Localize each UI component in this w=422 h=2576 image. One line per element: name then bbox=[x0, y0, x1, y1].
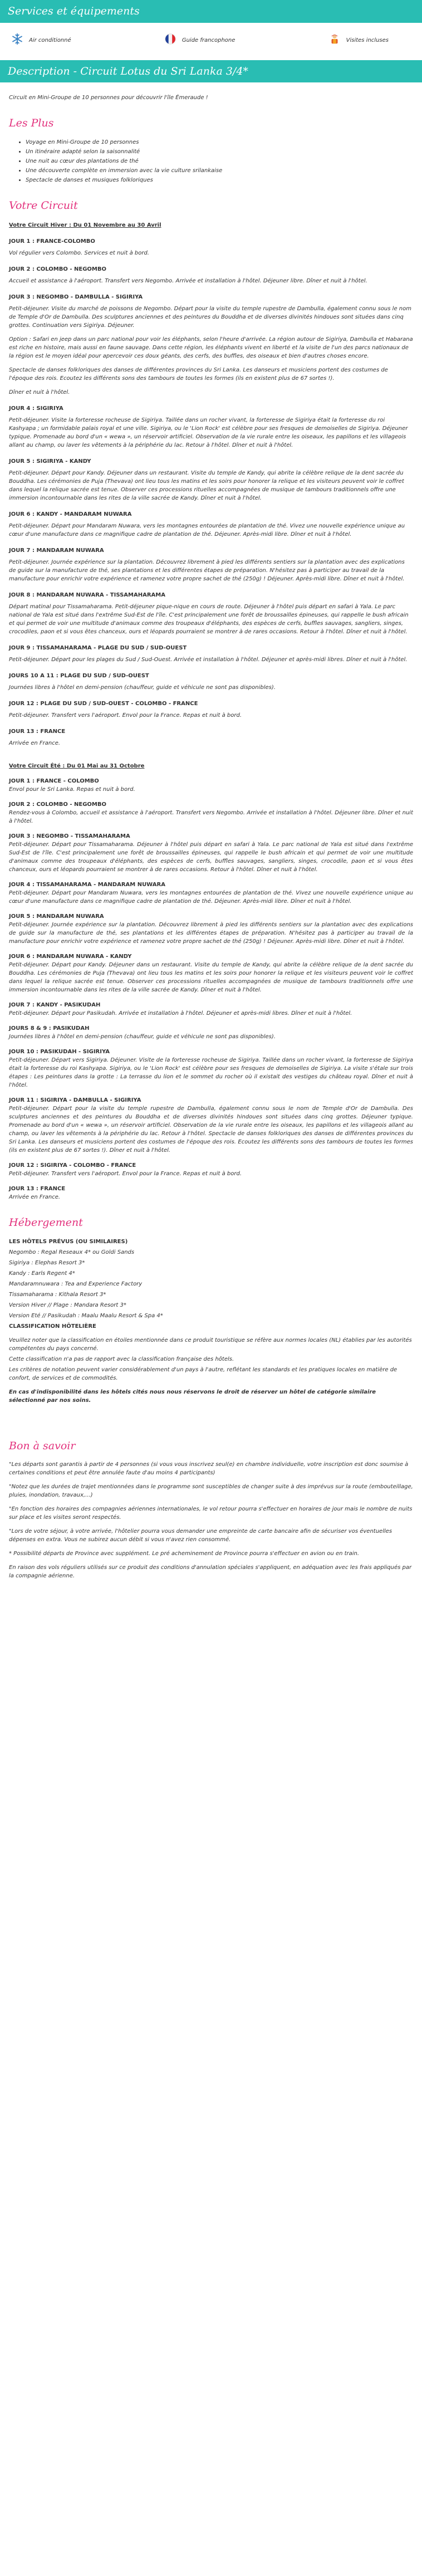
plus-item: • Une découverte complète en immersion avec la vie culture srilankaise bbox=[26, 167, 413, 175]
day-text: Envol pour le Sri Lanka. Repas et nuit à bord. bbox=[9, 786, 135, 793]
day-text: Journées libres à l'hôtel en demi-pension (chauffeur, guide et véhicule ne sont pas disponibles). bbox=[9, 685, 276, 691]
summer-itinerary bbox=[9, 777, 413, 1201]
day-text: Départ matinal pour Tissamaharama. Petit-déjeuner pique-nique en cours de route. Déjeuner à l'hôtel puis départ en safari à Yala. Le parc national de Yala est situé dans l'extrême Sud-Est de l'île. C'est principalement une forêt de broussailles épineuses, qui rappelle le bush africain et qui permet de voir une multitude d'animaux comme des troupeaux d'éléphants, des espèces de cerfs, buffles sauvages, sangliers, singes, crocodiles, paon et si vous êtes chanceux, ours et léopards pourraient se montrer à de rares occasions. Retour à l'hôtel. Dîner et nuit à l'hôtel. bbox=[9, 604, 409, 635]
service-label: Air conditionné bbox=[29, 37, 71, 43]
hotel-list bbox=[9, 1248, 413, 1320]
bon-savoir-item: * Possibilité départs de Province avec supplément. Le pré acheminement de Province pourra s'effectuer en avion ou en train. bbox=[9, 1551, 360, 1557]
day-text: Petit-déjeuner. Départ pour Tissamaharama. Déjeuner à l'hôtel puis départ en safari à Yala. Le parc national de Yala est situé dans l'extrême Sud-Est de l'île. C'est principalement une forêt de broussailles épineuses, qui rappelle le bush africain et qui permet de voir une multitude d'animaux comme des troupeaux d'éléphants, des espèces de cerfs, buffles sauvages, sangliers, singes, crocodile, paon et si vous êtes chanceux, ours et léopards pourraient se montrer à de rares occasions. Retour à l'hôtel. Dîner et nuit à l'hôtel. bbox=[9, 842, 413, 873]
circuit-title: Votre Circuit bbox=[9, 199, 78, 212]
day-title: JOUR 3 : NEGOMBO - DAMBULLA - SIGIRIYA bbox=[9, 294, 143, 300]
services-title: Services et équipements bbox=[0, 0, 422, 23]
day-text: Arrivée en France. bbox=[9, 1194, 61, 1200]
classification-line: Veuillez noter que la classification en étoiles mentionnée dans ce produit touristique se réfère aux normes locales (NL) établies par les autorités compétentes du pays concerné. bbox=[9, 1337, 412, 1352]
french-flag-icon bbox=[164, 33, 176, 48]
snowflake-icon bbox=[11, 33, 23, 48]
day-text: Accueil et assistance à l'aéroport. Transfert vers Negombo. Arrivée et installation à l'hôtel. Déjeuner libre. Dîner et nuit à l'hôtel. bbox=[9, 278, 367, 284]
day-title: JOUR 7 : MANDARAM NUWARA bbox=[9, 548, 104, 554]
plus-item: • Spectacle de danses et musiques folkloriques bbox=[26, 176, 413, 184]
service-label: Visites incluses bbox=[346, 37, 389, 43]
day-text: Dîner et nuit à l'hôtel. bbox=[9, 389, 70, 395]
bon-savoir-item: "Lors de votre séjour, à votre arrivée, l'hôtelier pourra vous demander une empreinte de carte bancaire afin de sécuriser vos éventuelles dépenses en extra. Vous ne subirez aucun débit si vous n'avez rien consommé. bbox=[9, 1528, 392, 1543]
plus-item: • Un itinéraire adapté selon la saisonnalité bbox=[26, 148, 413, 156]
hotels-title: LES HÔTELS PRÉVUS (OU SIMILAIRES) bbox=[9, 1238, 128, 1245]
hotel-availability-note: En cas d'indisponibilité dans les hôtels cités nous nous réservons le droit de réserver un hôtel de catégorie similaire sélectionné par nos soins. bbox=[9, 1389, 376, 1404]
day-text: Petit-déjeuner. Journée expérience sur la plantation. Découvrez librement à pied les différents sentiers sur la plantation avec des explications de guide sur la manufacture de thé, ses plantations et les différentes étapes de préparation. N'hésitez pas à participer au travail de la manufacture pour enrichir votre expérience et ramenez votre propre sachet de thé (250g) ! Déjeuner. Après-midi libre. Dîner et nuit à l'hôtel. bbox=[9, 922, 413, 945]
day-text: Petit-déjeuner. Transfert vers l'aéroport. Envol pour la France. Repas et nuit à bord. bbox=[9, 1171, 242, 1177]
day-text: Petit-déjeuner. Départ pour Kandy. Déjeuner dans un restaurant. Visite du temple de Kandy, qui abrite la célèbre relique de la dent sacrée du Bouddha. Les cérémonies de Puja (Thevava) ont lieu tous les matins et les soirs pour honorer la relique et les visiteurs peuvent voir le coffret dans lequel la relique sacrée est tenue. Observer ces processions rituelles accompagnées de musique de tambours traditionnels offre une immersion incontournable dans les rites de la ville sacrée de Kandy. Dîner et nuit à l'hôtel. bbox=[9, 962, 413, 993]
plus-item: • Une nuit au cœur des plantations de thé bbox=[26, 157, 413, 165]
day-title: JOUR 3 : NEGOMBO - TISSAMAHARAMA bbox=[9, 833, 130, 839]
hebergement-title: Hébergement bbox=[9, 1216, 83, 1229]
day-title: JOUR 10 : PASIKUDAH - SIGIRIYA bbox=[9, 1049, 110, 1055]
services-list bbox=[0, 23, 422, 60]
day-title: JOUR 1 : FRANCE - COLOMBO bbox=[9, 778, 99, 784]
summer-circuit-label: Votre Circuit Été : Du 01 Mai au 31 Octobre bbox=[9, 763, 145, 769]
day-title: JOUR 12 : SIGIRIYA - COLOMBO - FRANCE bbox=[9, 1162, 136, 1169]
day-title: JOUR 5 : MANDARAM NUWARA bbox=[9, 913, 104, 920]
day-text: Vol régulier vers Colombo. Services et nuit à bord. bbox=[9, 250, 149, 256]
day-title: JOUR 13 : FRANCE bbox=[9, 1186, 66, 1192]
hotel-item: Version Hiver // Plage : Mandara Resort 3* bbox=[9, 1302, 126, 1308]
day-title: JOUR 6 : KANDY - MANDARAM NUWARA bbox=[9, 511, 132, 517]
day-text: Petit-déjeuner. Départ pour Mandaram Nuwara, vers les montagnes entourées de plantation de thé. Vivez une nouvelle expérience unique au cœur d'une manufacture dans ce magnifique cadre de plantation de thé. Déjeuner. Après-midi libre. Dîner et nuit à l'hôtel. bbox=[9, 523, 405, 537]
day-title: JOUR 4 : SIGIRIYA bbox=[9, 405, 63, 412]
hotel-item: Kandy : Earls Regent 4* bbox=[9, 1270, 75, 1277]
day-title: JOUR 4 : TISSAMAHARAMA - MANDARAM NUWARA bbox=[9, 882, 165, 888]
day-text: Rendez-vous à Colombo, accueil et assistance à l'aéroport. Transfert vers Negombo. Arrivée et installation à l'hôtel. Déjeuner libre. Dîner et nuit à l'hôtel. bbox=[9, 810, 413, 824]
day-text: Petit-déjeuner. Départ pour la visite du temple rupestre de Dambulla, également connu sous le nom de Temple d'Or de Dambulla. Des sculptures anciennes et des peintures du Bouddha et de diverses divinités hindoues sont situées dans cinq grottes. Déjeuner typique. Promenade au bord d'un « wewa », un réservoir artificiel. Observation de la vie rurale entre les oiseaux, les papillons et les villageois allant au champ, ou laver les vêtements à la périphérie du lac. Retour à l'hôtel. Spectacle de danses folkloriques des danses de différentes provinces du Sri Lanka. Les danseurs et musiciens portent des costumes de l'époque des rois. Ecoutez les différents sons des tambours de toutes les formes (ils en existent plus de 67 sortes !). Dîner et nuit à l'hôtel. bbox=[9, 1106, 413, 1153]
description-intro: Circuit en Mini-Groupe de 10 personnes pour découvrir l'île Émeraude ! bbox=[9, 95, 208, 101]
day-text: Petit-déjeuner. Départ pour Pasikudah. Arrivée et installation à l'hôtel. Déjeuner et après-midi libres. Dîner et nuit à l'hôtel. bbox=[9, 1010, 352, 1016]
day-text: Petit-déjeuner. Journée expérience sur la plantation. Découvrez librement à pied les différents sentiers sur la plantation avec des explications de guide sur la manufacture de thé, ses plantations et les différentes étapes de préparation. N'hésitez pas à participer au travail de la manufacture pour enrichir votre expérience et ramenez votre propre sachet de thé (250g) ! Déjeuner. Après-midi libre. Dîner et nuit à l'hôtel. bbox=[9, 559, 405, 582]
hotel-item: Sigiriya : Elephas Resort 3* bbox=[9, 1259, 85, 1266]
day-title: JOURS 10 A 11 : PLAGE DU SUD / SUD-OUEST bbox=[9, 673, 149, 679]
day-title: JOUR 11 : SIGIRIYA - DAMBULLA - SIGIRIYA bbox=[9, 1097, 141, 1103]
day-title: JOUR 9 : TISSAMAHARAMA - PLAGE DU SUD / SUD-OUEST bbox=[9, 645, 187, 651]
day-text: Petit-déjeuner. Visite la forteresse rocheuse de Sigiriya. Taillée dans un rocher vivant, la forteresse de Sigiriya était la forteresse du roi Kashyapa ; un formidable palais royal et une ville. Sigiriya, ou le 'Lion Rock' est célèbre pour ses fresques de demoiselles de Sigiriya. Déjeuner typique. Promenade au bord d'un « wewa », un réservoir artificiel. Observation de la vie rurale entre les oiseaux, les papillons et les villageois allant au champ, ou laver les vêtements à la périphérie du lac. Retour à l'hôtel. Dîner et nuit à l'hôtel. bbox=[9, 417, 408, 448]
bon-savoir-item: "En fonction des horaires des compagnies aériennes internationales, le vol retour pourra s'effectuer en horaires de jour mais le nombre de nuits sur place et les visites seront respectés. bbox=[9, 1506, 413, 1521]
winter-circuit-label: Votre Circuit Hiver : Du 01 Novembre au 30 Avril bbox=[9, 222, 161, 228]
day-title: JOURS 8 & 9 : PASIKUDAH bbox=[9, 1025, 90, 1032]
description-title: Description - Circuit Lotus du Sri Lanka 3/4* bbox=[0, 60, 422, 83]
day-title: JOUR 8 : MANDARAM NUWARA - TISSAMAHARAMA bbox=[9, 592, 165, 598]
plus-item: • Voyage en Mini-Groupe de 10 personnes bbox=[26, 138, 413, 146]
service-item-visits bbox=[328, 33, 389, 48]
day-text: Journées libres à l'hôtel en demi-pension (chauffeur, guide et véhicule ne sont pas disponibles). bbox=[9, 1034, 276, 1040]
day-title: JOUR 7 : KANDY - PASIKUDAH bbox=[9, 1002, 101, 1008]
day-text: Petit-déjeuner. Départ vers Sigiriya. Déjeuner. Visite de la forteresse rocheuse de Sigiriya. Taillée dans un rocher vivant, la forteresse de Sigiriya était la forteresse du roi Kashyapa. Sigiriya, ou le 'Lion Rock' est célèbre pour ses fresques de demoiselles de Sigiriya. La visite s'étale sur trois étapes : Les peintures dans la grotte : La terrasse du lion et le sommet du rocher où il existait des vestiges du château royal. Dîner et nuit à l'hôtel. bbox=[9, 1057, 413, 1088]
service-label: Guide francophone bbox=[181, 37, 235, 43]
day-text: Petit-déjeuner. Départ pour les plages du Sud / Sud-Ouest. Arrivée et installation à l'hôtel. Déjeuner et après-midi libres. Dîner et nuit à l'hôtel. bbox=[9, 657, 408, 663]
day-title: JOUR 13 : FRANCE bbox=[9, 729, 66, 735]
day-title: JOUR 5 : SIGIRIYA - KANDY bbox=[9, 458, 91, 465]
hotel-item: Negombo : Regal Reseaux 4* ou Goldi Sands bbox=[9, 1249, 135, 1255]
winter-itinerary bbox=[9, 237, 413, 747]
service-item-guide bbox=[164, 33, 235, 48]
day-title: JOUR 1 : FRANCE-COLOMBO bbox=[9, 238, 95, 245]
bon-savoir-text bbox=[9, 1460, 413, 1580]
classification-text bbox=[9, 1336, 413, 1382]
plus-list bbox=[9, 138, 413, 184]
day-title: JOUR 2 : COLOMBO - NEGOMBO bbox=[9, 801, 106, 808]
day-title: JOUR 6 : MANDARAM NUWARA - KANDY bbox=[9, 954, 132, 960]
bon-savoir-item: "Les départs sont garantis à partir de 4 personnes (si vous vous inscrivez seul(e) en chambre individuelle, votre inscription est donc soumise à certaines conditions et peut être annulée faute d'au moins 4 participants) bbox=[9, 1461, 409, 1476]
service-item-aircon bbox=[11, 33, 71, 48]
bon-savoir-item: En raison des vols réguliers utilisés sur ce produit des conditions d'annulation spéciales s'appliquent, en adéquation avec les frais appliqués par la compagnie aérienne. bbox=[9, 1565, 412, 1579]
bon-savoir-item: "Notez que les durées de trajet mentionnées dans le programme sont susceptibles de changer suite à des imprévus sur la route (embouteillage, pluies, inondation, travaux,...) bbox=[9, 1484, 413, 1498]
visit-icon bbox=[328, 33, 341, 48]
hotel-item: Mandaramnuwara : Tea and Experience Factory bbox=[9, 1280, 143, 1287]
description-content bbox=[0, 82, 422, 1591]
day-text: Option : Safari en jeep dans un parc national pour voir les éléphants, selon l'heure d'arrivée. La région autour de Sigiriya, Dambulla et Habarana est riche en histoire, mais aussi en faune sauvage. Dans cette région, les éléphants vivent en liberté et la visite de l'un des parcs nationaux de la région est le moyen idéal pour apercevoir ces doux géants, des cerfs, des buffles, des oiseaux et bien d'autres choses encore. bbox=[9, 336, 413, 359]
plus-title: Les Plus bbox=[9, 117, 54, 129]
day-title: JOUR 12 : PLAGE DU SUD / SUD-OUEST - COLOMBO - FRANCE bbox=[9, 701, 198, 707]
classification-title: CLASSIFICATION HÔTELIÈRE bbox=[9, 1323, 96, 1329]
day-text: Spectacle de danses folkloriques des danses de différentes provinces du Sri Lanka. Les danseurs et musiciens portent des costumes de l'époque des rois. Ecoutez les différents sons des tambours de toutes les formes (ils en existent plus de 67 sortes !). bbox=[9, 367, 388, 382]
day-text: Petit-déjeuner. Visite du marché de poissons de Negombo. Départ pour la visite du temple rupestre de Dambulla, également connu sous le nom de Temple d'Or de Dambulla. Des sculptures anciennes et des peintures du Bouddha et de diverses divinités hindoues sont situées dans cinq grottes. Continuation vers Sigiriya. Déjeuner. bbox=[9, 306, 411, 329]
hotel-item: Tissamaharama : Kithala Resort 3* bbox=[9, 1291, 106, 1298]
classification-line: Les critères de notation peuvent varier considérablement d'un pays à l'autre, reflétant les standards et les pratiques locales en matière de confort, de services et de commodités. bbox=[9, 1366, 398, 1381]
day-text: Petit-déjeuner. Départ pour Kandy. Déjeuner dans un restaurant. Visite du temple de Kandy, qui abrite la célèbre relique de la dent sacrée du Bouddha. Les cérémonies de Puja (Thevava) ont lieu tous les matins et les soirs pour honorer la relique et les visiteurs peuvent voir le coffret dans lequel la relique sacrée est tenue. Observer ces processions rituelles accompagnées de musique de tambours traditionnels offre une immersion incontournable dans les rites de la ville sacrée de Kandy. Dîner et nuit à l'hôtel. bbox=[9, 470, 404, 501]
day-text: Arrivée en France. bbox=[9, 740, 61, 746]
day-text: Petit-déjeuner. Départ pour Mandaram Nuwara, vers les montagnes entourées de plantation de thé. Vivez une nouvelle expérience unique au cœur d'une manufacture dans ce magnifique cadre de plantation de thé. Déjeuner. Après-midi libre. Dîner et nuit à l'hôtel. bbox=[9, 890, 413, 905]
hotel-item: Version Eté // Pasikudah : Maalu Maalu Resort & Spa 4* bbox=[9, 1312, 163, 1319]
bon-savoir-title: Bon à savoir bbox=[9, 1439, 76, 1452]
day-title: JOUR 2 : COLOMBO - NEGOMBO bbox=[9, 266, 106, 272]
classification-line: Cette classification n'a pas de rapport avec la classification française des hôtels. bbox=[9, 1356, 234, 1362]
day-text: Petit-déjeuner. Transfert vers l'aéroport. Envol pour la France. Repas et nuit à bord. bbox=[9, 712, 242, 718]
